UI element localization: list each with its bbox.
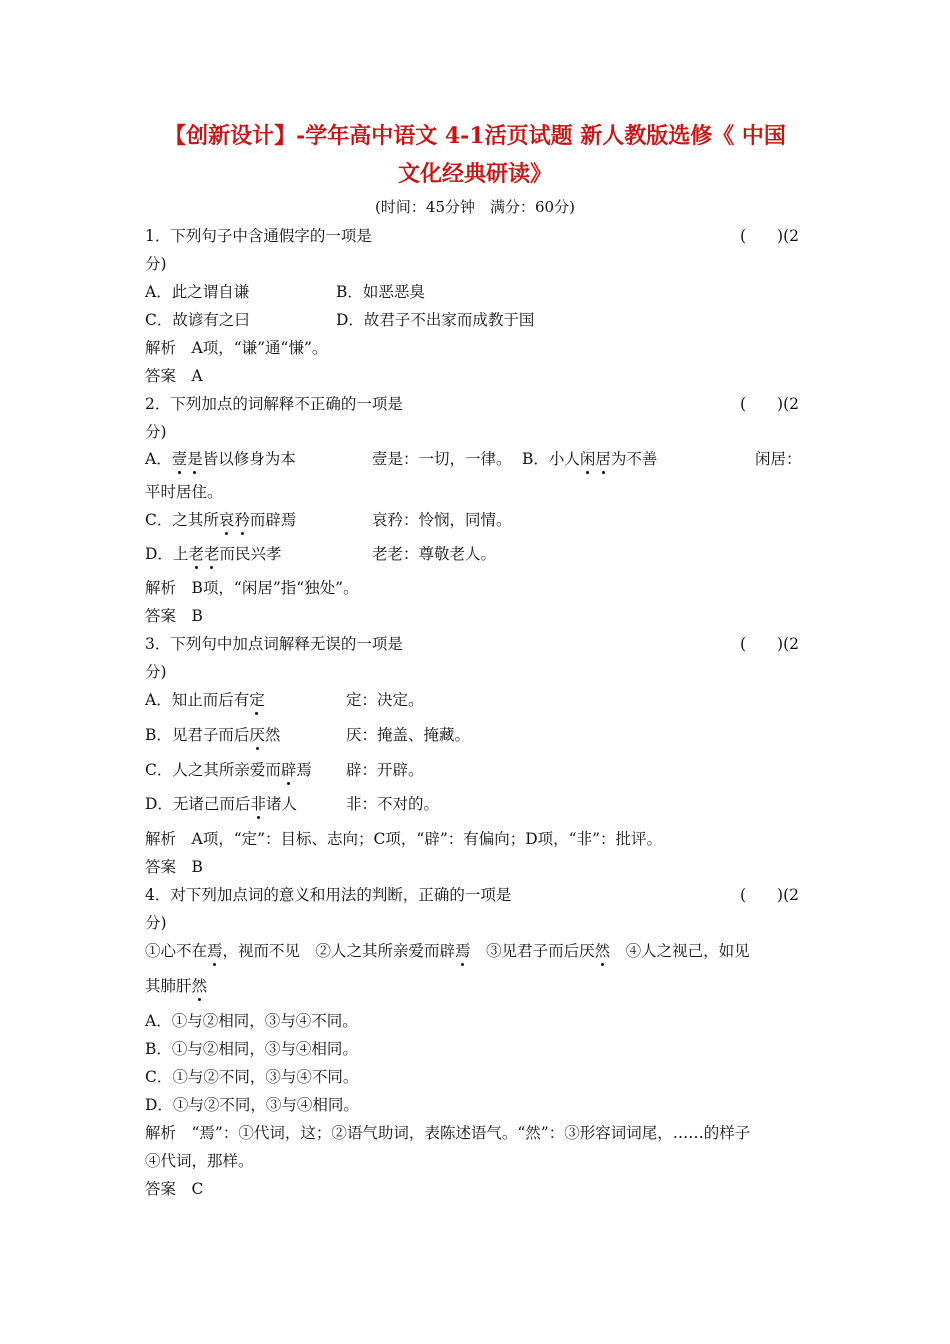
q2-option-c: C．之其所哀矜而辟焉 [145,511,297,529]
q3-answer-paren: ( )(2 [740,635,800,653]
q2-stem: 2．下列加点的词解释不正确的一项是 [145,395,403,413]
dotted-word [192,977,208,995]
emphasis-dot-char: 闲 [579,450,596,468]
emphasis-dot-char: 居 [595,450,611,468]
emphasis-dot-char: 老 [188,545,204,563]
q4-answer: 答案 C [145,1180,204,1198]
q1-option-d: D．故君子不出家而成教于国 [336,311,535,329]
q3-stem: 3．下列句中加点词解释无误的一项是 [145,635,403,653]
q4-option-d: D．①与②不同，③与④相同。 [145,1096,359,1114]
q1-analysis: 解析 A项，“谦”通“慊”。 [145,339,328,357]
q2-analysis: 解析 B项，“闲居”指“独处”。 [145,579,359,597]
q2-option-d: D．上老老而民兴孝 [145,545,282,563]
emphasis-dot-char: 厌 [249,726,265,744]
q3-option-d: D．无诸己而后非诸人 [145,795,297,813]
emphasis-dot-char: 老 [203,545,220,563]
q2-option-b-explanation: 闲居： [755,450,802,468]
dotted-word [281,761,297,779]
q1-option-c: C．故谚有之曰 [145,311,250,329]
q4-option-c: C．①与②不同，③与④不同。 [145,1068,359,1086]
q2-option-d-explanation: 老老：尊敬老人。 [372,545,497,563]
dotted-word [219,511,250,529]
emphasis-dot-char: 焉 [455,942,471,960]
exam-time-score: (时间：45分钟 满分：60分) [375,198,575,216]
q2-answer: 答案 B [145,607,203,625]
dotted-word [172,450,203,468]
emphasis-dot-char: 焉 [207,942,223,960]
q1-option-b: B．如恶恶臭 [336,283,425,301]
q4-sentences-cont: 其肺肝然 [145,977,208,995]
q4-stem: 4．对下列加点词的意义和用法的判断，正确的一项是 [145,886,512,904]
emphasis-dot-char: 壹 [171,450,188,468]
emphasis-dot-char: 哀 [218,511,235,529]
emphasis-dot-char: 矜 [234,511,250,529]
emphasis-dot-char: 是 [187,450,203,468]
q4-sentences: ①心不在焉，视而不见 ②人之其所亲爱而辟焉 ③见君子而后厌然 ④人之视己，如见 [145,942,750,960]
q2-score-tail: 分) [145,423,167,441]
q2-option-b-explanation-cont: 平时居住。 [145,483,223,501]
q3-score-tail: 分) [145,663,167,681]
dotted-word [580,450,611,468]
document-title-line-2: 文化经典研读》 [397,161,552,187]
q3-option-d-explanation: 非：不对的。 [346,795,440,813]
q4-analysis-cont: ④代词，那样。 [145,1152,254,1170]
q3-option-b-explanation: 厌：掩盖、掩藏。 [346,726,471,744]
q4-answer-paren: ( )(2 [740,886,800,904]
q4-analysis: 解析 “焉”：①代词，这；②语气助词，表陈述语气。“然”：③形容词词尾，……的样子 [145,1124,751,1142]
q2-option-a-explanation: 壹是：一切，一律。 [372,450,512,468]
dotted-word [595,942,611,960]
q3-option-c-explanation: 辟：开辟。 [346,761,424,779]
q3-option-a-explanation: 定：决定。 [346,691,424,709]
emphasis-dot-char: 定 [249,691,265,709]
q1-answer-paren: ( )(2 [740,227,800,245]
q1-answer: 答案 A [145,367,203,385]
q3-answer: 答案 B [145,858,203,876]
q1-score-tail: 分) [145,255,167,273]
document-title-line-1: 【创新设计】-学年高中语文 4-1活页试题 新人教版选修《 中国 [164,123,786,149]
dotted-word [455,942,471,960]
q1-option-a: A．此之谓自谦 [145,283,250,301]
emphasis-dot-char: 然 [191,977,208,995]
emphasis-dot-char: 辟 [280,761,297,779]
q4-option-b: B．①与②相同，③与④相同。 [145,1040,358,1058]
emphasis-dot-char: 然 [594,942,611,960]
q3-option-a: A．知止而后有定 [145,691,265,709]
dotted-word [249,726,265,744]
q3-option-b: B．见君子而后厌然 [145,726,281,744]
q3-analysis: 解析 A项，“定”：目标、志向；C项，“辟”：有偏向；D项，“非”：批评。 [145,830,663,848]
dotted-word [188,545,219,563]
q2-option-c-explanation: 哀矜：怜悯，同情。 [372,511,512,529]
q4-score-tail: 分) [145,914,167,932]
q4-option-a: A．①与②相同，③与④不同。 [145,1012,358,1030]
q3-option-c: C．人之其所亲爱而辟焉 [145,761,312,779]
q2-answer-paren: ( )(2 [740,395,800,413]
q2-option-a: A．壹是皆以修身为本 [145,450,296,468]
dotted-word [207,942,223,960]
q2-option-b: B．小人闲居为不善 [522,450,658,468]
dotted-word [250,795,266,813]
dotted-word [249,691,265,709]
emphasis-dot-char: 非 [250,795,266,813]
q1-stem: 1．下列句子中含通假字的一项是 [145,227,372,245]
